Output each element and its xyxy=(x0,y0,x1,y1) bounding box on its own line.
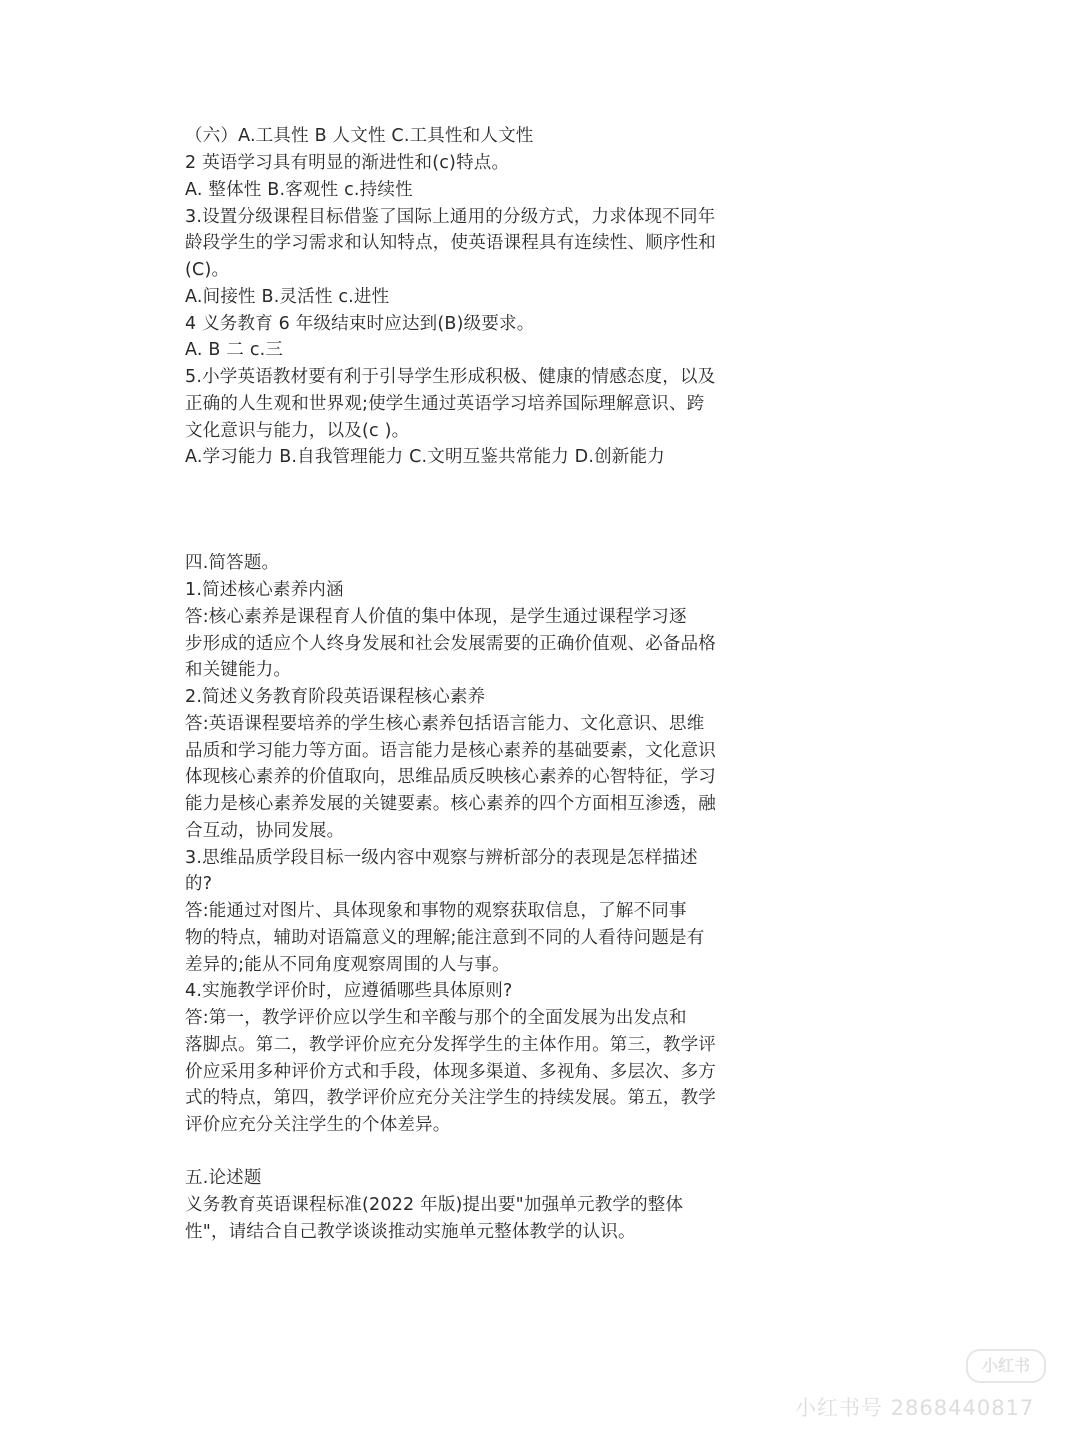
text-line: （六）A.工具性 B 人文性 C.工具性和人文性 xyxy=(185,126,534,146)
text-line: 3.设置分级课程目标借鉴了国际上通用的分级方式，力求体现不同年 xyxy=(185,207,716,227)
watermark-id: 小红书号 2868440817 xyxy=(795,1396,1035,1420)
text-line: 答:核心素养是课程育人价值的集中体现，是学生通过课程学习逐 xyxy=(185,607,687,627)
text-line: A.间接性 B.灵活性 c.进性 xyxy=(185,287,390,307)
text-line: 义务教育英语课程标准(2022 年版)提出要"加强单元教学的整体 xyxy=(185,1195,684,1215)
text-line: 4 义务教育 6 年级结束时应达到(B)级要求。 xyxy=(185,314,535,334)
text-line: 5.小学英语教材要有利于引导学生形成积极、健康的情感态度，以及 xyxy=(185,367,716,387)
text-line: 1.简述核心素养内涵 xyxy=(185,580,344,600)
text-line: 2.简述义务教育阶段英语课程核心素养 xyxy=(185,687,486,707)
text-line: 落脚点。第二，教学评价应充分发挥学生的主体作用。第三，教学评 xyxy=(185,1035,716,1055)
text-line: 正确的人生观和世界观;使学生通过英语学习培养国际理解意识、跨 xyxy=(185,394,705,414)
text-line: 体现核心素养的价值取向，思维品质反映核心素养的心智特征，学习 xyxy=(185,767,716,787)
text-line: 物的特点，辅助对语篇意义的理解;能注意到不同的人看待问题是有 xyxy=(185,928,705,948)
text-line: 步形成的适应个人终身发展和社会发展需要的正确价值观、必备品格 xyxy=(185,634,716,654)
text-line: 3.思维品质学段目标一级内容中观察与辨析部分的表现是怎样描述 xyxy=(185,848,698,868)
watermark-logo: 小红书 xyxy=(966,1349,1046,1383)
text-line: 答:第一，教学评价应以学生和辛酸与那个的全面发展为出发点和 xyxy=(185,1008,687,1028)
text-line: (C)。 xyxy=(185,260,230,280)
text-line: 的? xyxy=(185,874,213,894)
text-line: 性"，请结合自己教学谈谈推动实施单元整体教学的认识。 xyxy=(185,1222,636,1242)
text-line: 价应采用多种评价方式和手段，体现多渠道、多视角、多层次、多方 xyxy=(185,1062,716,1082)
text-line: 差异的;能从不同角度观察周围的人与事。 xyxy=(185,955,510,975)
text-line: 能力是核心素养发展的关键要素。核心素养的四个方面相互渗透，融 xyxy=(185,794,716,814)
text-line: 龄段学生的学习需求和认知特点，使英语课程具有连续性、顺序性和 xyxy=(185,233,716,253)
text-line: 文化意识与能力，以及(c )。 xyxy=(185,421,410,441)
section-heading: 五.论述题 xyxy=(185,1168,262,1188)
text-line: 合互动，协同发展。 xyxy=(185,821,345,841)
text-line: A. B 二 c.三 xyxy=(185,340,284,360)
text-line: A.学习能力 B.自我管理能力 C.文明互鉴共常能力 D.创新能力 xyxy=(185,447,665,467)
text-line: 式的特点，第四，教学评价应充分关注学生的持续发展。第五，教学 xyxy=(185,1088,716,1108)
text-line: 品质和学习能力等方面。语言能力是核心素养的基础要素，文化意识 xyxy=(185,741,716,761)
text-line: 4.实施教学评价时，应遵循哪些具体原则? xyxy=(185,981,513,1001)
section-heading: 四.简答题。 xyxy=(185,553,280,573)
text-line: 答:能通过对图片、具体现象和事物的观察获取信息，了解不同事 xyxy=(185,901,687,921)
text-line: 评价应充分关注学生的个体差异。 xyxy=(185,1115,451,1135)
text-line: 答:英语课程要培养的学生核心素养包括语言能力、文化意识、思维 xyxy=(185,714,705,734)
text-line: 2 英语学习具有明显的渐进性和(c)特点。 xyxy=(185,153,510,173)
text-line: A. 整体性 B.客观性 c.持续性 xyxy=(185,180,413,200)
text-line: 和关键能力。 xyxy=(185,660,292,680)
